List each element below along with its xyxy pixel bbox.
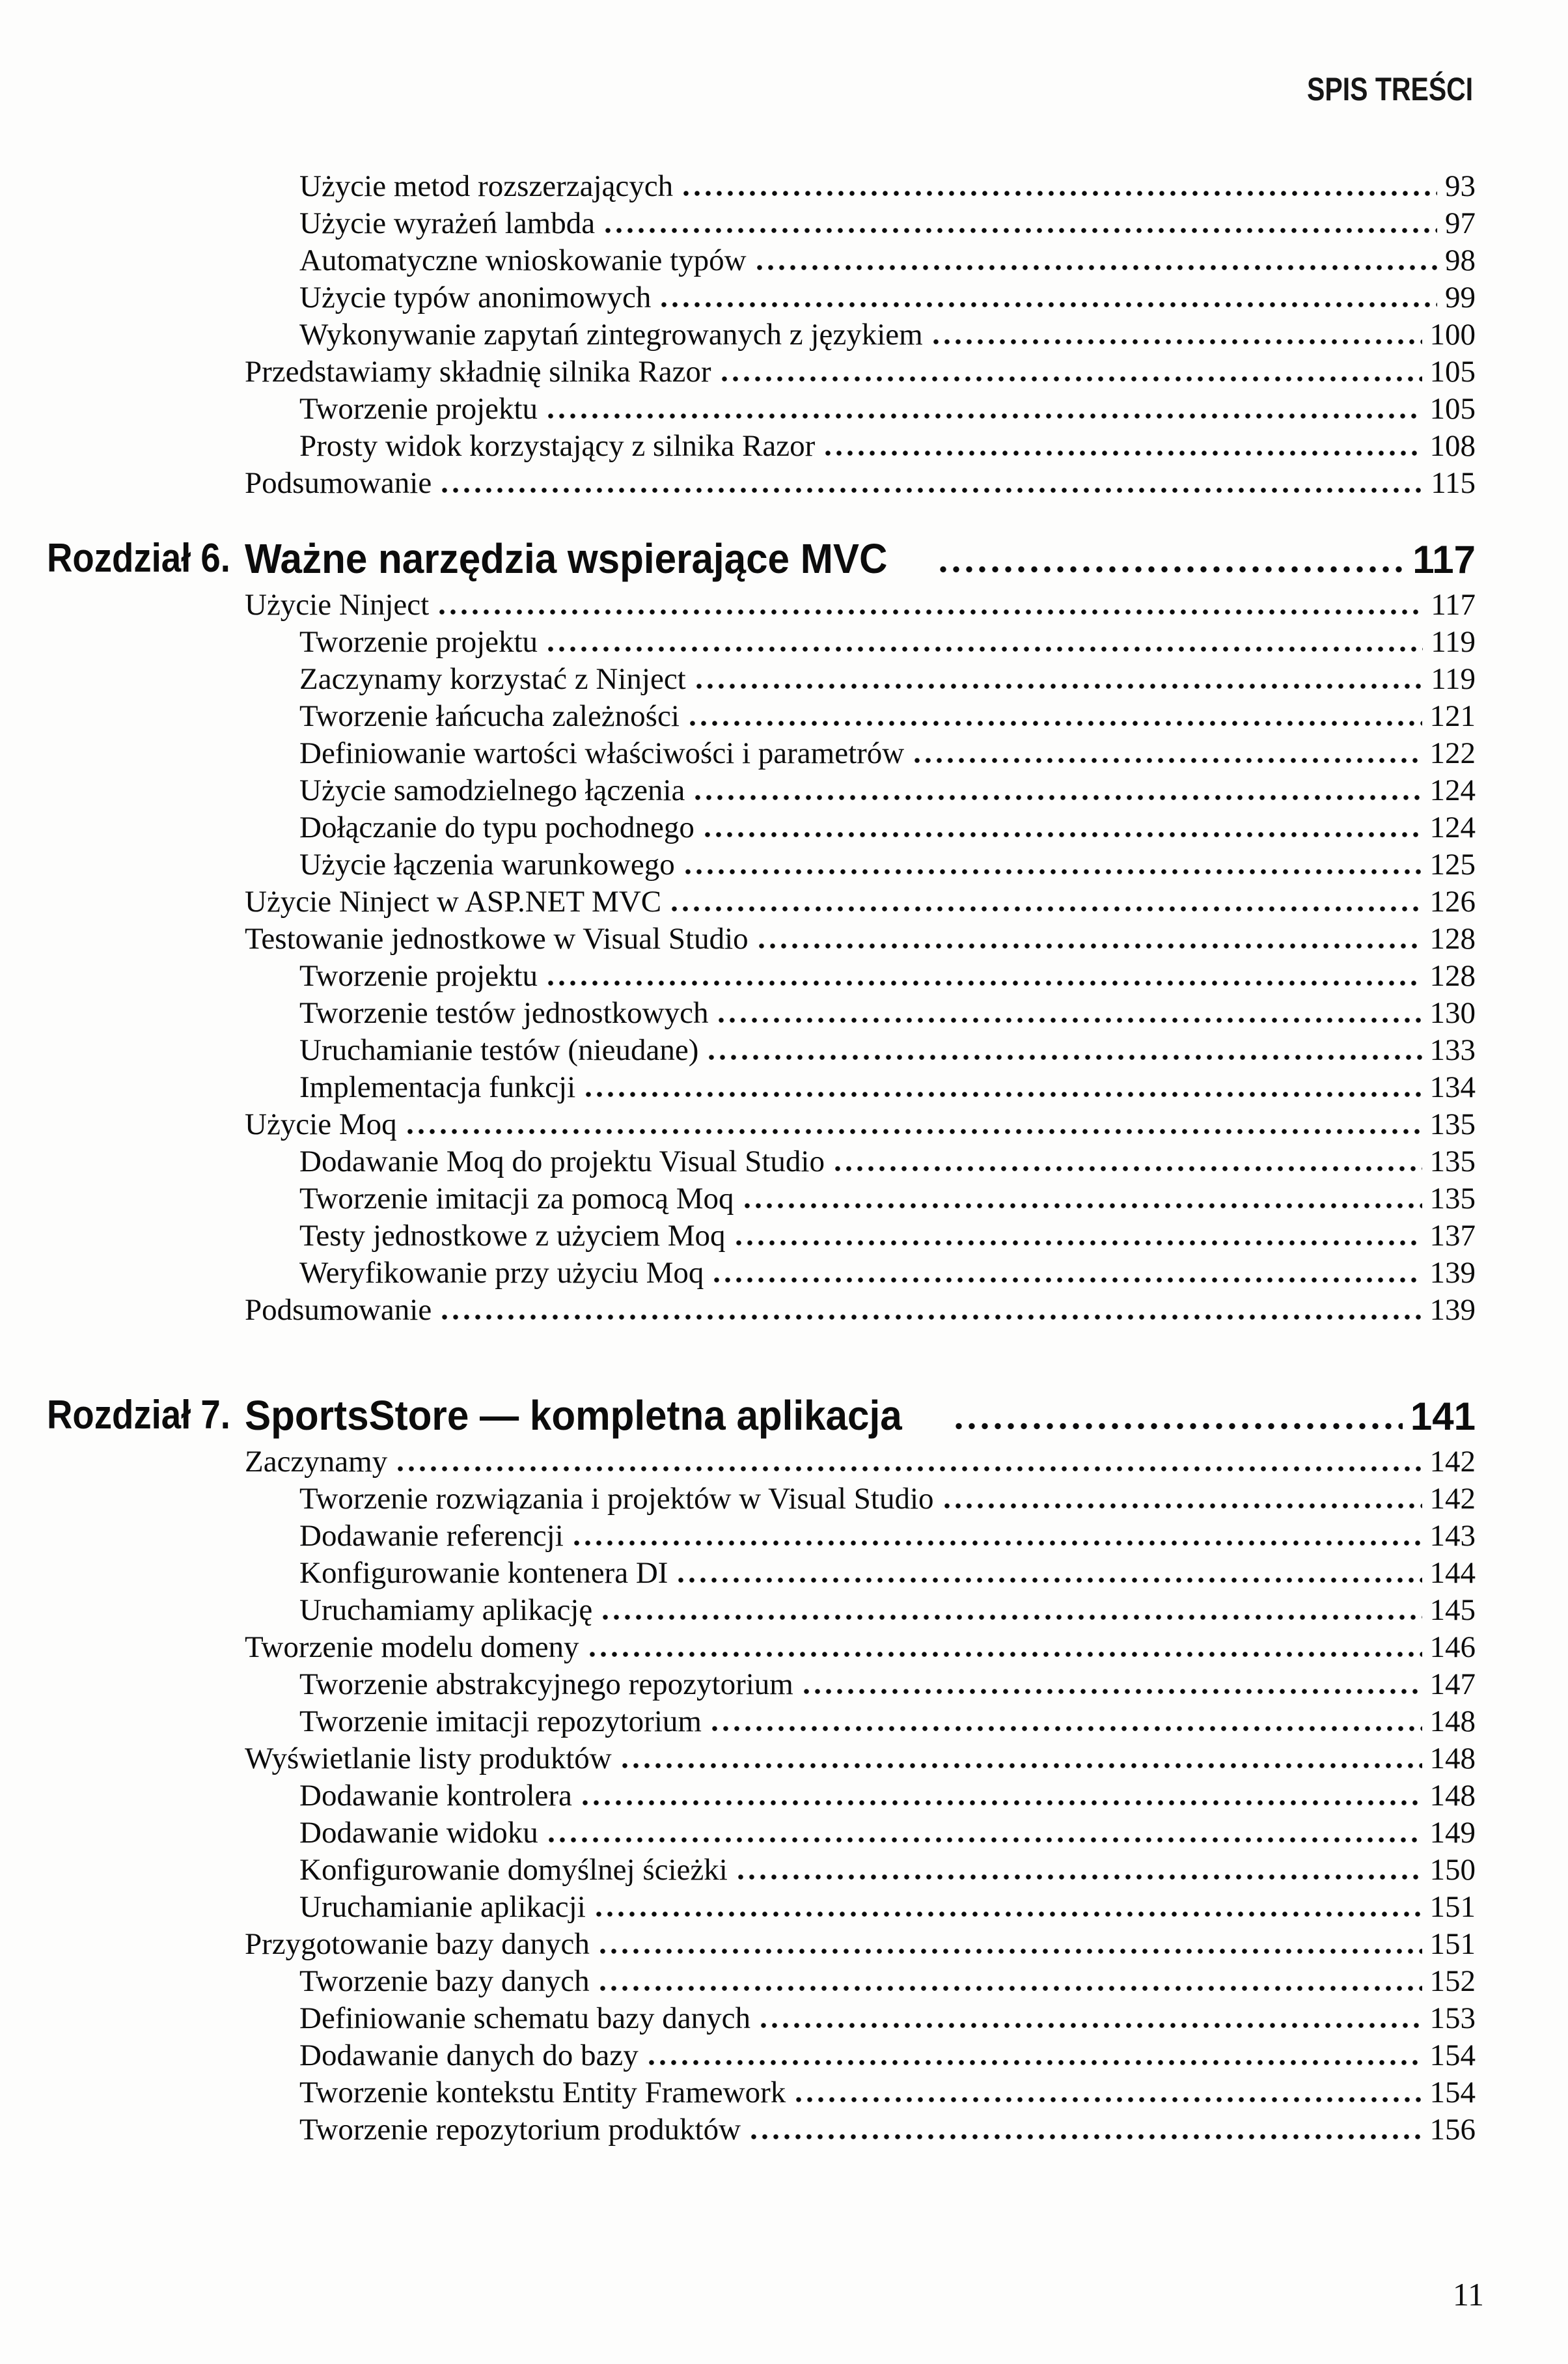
toc-entry-label: Użycie samodzielnego łączenia [299, 773, 685, 807]
toc-entry-page-number: 119 [1431, 662, 1476, 696]
toc-entry-label: Tworzenie testów jednostkowych [299, 996, 709, 1030]
toc-entry-row [47, 1592, 1476, 1629]
dot-leader [761, 2023, 1422, 2028]
dot-leader [439, 609, 1423, 615]
toc-entry-row [47, 1143, 1476, 1180]
dot-leader [705, 832, 1422, 837]
toc-entry-row [47, 2111, 1476, 2148]
toc-entry-page-number: 134 [1429, 1070, 1476, 1104]
toc-entry-label: Tworzenie łańcucha zależności [299, 699, 680, 733]
toc-entry-label: Dołączanie do typu pochodnego [299, 811, 695, 844]
toc-entry-label: Testy jednostkowe z użyciem Moq [299, 1219, 726, 1253]
toc-entry-row [47, 921, 1476, 958]
toc-entry-label: Użycie Moq [245, 1107, 397, 1141]
toc-entry-row [47, 1815, 1476, 1852]
toc-entry-page-number: 119 [1431, 625, 1476, 659]
toc-entry-label: Dodawanie Moq do projektu Visual Studio [299, 1145, 825, 1178]
toc-entry-label: Zaczynamy [245, 1445, 388, 1479]
toc-chapter-heading-row [47, 1391, 1476, 1439]
dot-leader [590, 1652, 1422, 1657]
toc-entry-row [47, 1777, 1476, 1815]
toc-entry-page-number: 146 [1429, 1630, 1476, 1664]
toc-entry-row [47, 2037, 1476, 2074]
dot-leader [605, 228, 1437, 233]
toc-entry-label: Automatyczne wnioskowanie typów [299, 243, 747, 277]
toc-entry-row [47, 624, 1476, 661]
toc-entry-page-number: 135 [1429, 1145, 1476, 1178]
dot-leader [712, 1726, 1422, 1731]
toc-entry-row [47, 205, 1476, 242]
toc-entry-row [47, 1852, 1476, 1889]
toc-entry-row [47, 1666, 1476, 1703]
toc-entry-label: Definiowanie schematu bazy danych [299, 2001, 750, 2035]
toc-entry-page-number: 149 [1429, 1816, 1476, 1850]
toc-entry-label: Tworzenie projektu [299, 959, 538, 993]
toc-entry-row [47, 995, 1476, 1032]
dot-leader [548, 980, 1422, 986]
dot-leader [407, 1129, 1422, 1134]
toc-entry-page-number: 143 [1429, 1519, 1476, 1553]
dot-leader [757, 265, 1437, 270]
toc-entry-page-number: 147 [1429, 1667, 1476, 1701]
toc-entry-row [47, 735, 1476, 772]
dot-leader [804, 1689, 1422, 1694]
toc-entry-label: Wykonywanie zapytań zintegrowanych z językiem [299, 318, 923, 352]
toc-entry-page-number: 145 [1429, 1593, 1476, 1627]
toc-entry-label: Użycie łączenia warunkowego [299, 848, 675, 882]
toc-entry-label: Tworzenie imitacji repozytorium [299, 1704, 702, 1738]
toc-chapter-section [47, 535, 1476, 1329]
table-of-contents [47, 168, 1476, 2148]
toc-entry-row [47, 354, 1476, 391]
dot-leader [835, 1166, 1422, 1171]
toc-entry-row [47, 958, 1476, 995]
dot-leader [940, 566, 1405, 573]
toc-entry-page-number: 128 [1429, 959, 1476, 993]
dot-leader [745, 1203, 1422, 1208]
toc-entry-page-number: 148 [1429, 1704, 1476, 1738]
toc-entry-page-number: 122 [1429, 736, 1476, 770]
toc-entry-page-number: 121 [1429, 699, 1476, 733]
toc-entry-label: Zaczynamy korzystać z Ninject [299, 662, 686, 696]
toc-entry-label: Tworzenie repozytorium produktów [299, 2113, 741, 2147]
toc-entry-page-number: 93 [1445, 169, 1476, 203]
dot-leader [583, 1800, 1422, 1805]
toc-entry-row [47, 1703, 1476, 1740]
toc-entry-label: Użycie metod rozszerzających [299, 169, 674, 203]
toc-entry-page-number: 135 [1429, 1107, 1476, 1141]
toc-entry-page-number: 144 [1429, 1556, 1476, 1590]
dot-leader [915, 758, 1422, 763]
toc-entry-row [47, 1443, 1476, 1481]
toc-entry-label: Weryfikowanie przy użyciu Moq [299, 1256, 704, 1290]
dot-leader [759, 943, 1422, 949]
dot-leader [398, 1466, 1422, 1471]
dot-leader [933, 339, 1422, 344]
toc-entry-row [47, 1518, 1476, 1555]
toc-entry-label: Użycie wyrażeń lambda [299, 206, 596, 240]
toc-entry-label: Przygotowanie bazy danych [245, 1927, 590, 1961]
toc-entry-row [47, 242, 1476, 279]
dot-leader [661, 302, 1437, 307]
toc-entry-label: Podsumowanie [245, 466, 432, 500]
toc-entry-page-number: 126 [1429, 885, 1476, 919]
dot-leader [944, 1503, 1422, 1509]
toc-entry-label: Definiowanie wartości właściwości i parametrów [299, 736, 905, 770]
toc-entry-row [47, 698, 1476, 735]
toc-entry-row [47, 279, 1476, 316]
dot-leader [600, 1986, 1422, 1991]
toc-entry-page-number: 152 [1429, 1964, 1476, 1998]
chapter-title: Ważne narzędzia wspierające MVC [245, 535, 888, 582]
toc-entry-row [47, 1963, 1476, 2000]
page-header: SPIS TREŚCI [1306, 71, 1473, 107]
dot-leader [622, 1763, 1422, 1768]
dot-leader [442, 488, 1423, 493]
dot-leader [736, 1240, 1422, 1245]
toc-entry-row [47, 316, 1476, 354]
toc-entry-page-number: 148 [1429, 1742, 1476, 1775]
toc-entry-page-number: 139 [1429, 1256, 1476, 1290]
toc-entry-page-number: 115 [1431, 466, 1476, 500]
toc-entry-page-number: 135 [1429, 1182, 1476, 1216]
toc-entry-row [47, 428, 1476, 465]
chapter-number-label: Rozdział 7. [47, 1393, 230, 1438]
toc-entry-page-number: 151 [1429, 1927, 1476, 1961]
toc-entry-label: Wyświetlanie listy produktów [245, 1742, 612, 1775]
toc-entry-row [47, 1032, 1476, 1069]
dot-leader [738, 1874, 1422, 1880]
toc-entry-page-number: 154 [1429, 2076, 1476, 2109]
toc-entry-label: Podsumowanie [245, 1293, 432, 1327]
dot-leader [695, 795, 1422, 800]
toc-chapter-section [47, 1391, 1476, 2148]
toc-entry-label: Dodawanie widoku [299, 1816, 538, 1850]
toc-entry-page-number: 124 [1429, 773, 1476, 807]
toc-entry-label: Tworzenie kontekstu Entity Framework [299, 2076, 786, 2109]
dot-leader [683, 191, 1437, 196]
toc-entry-page-number: 124 [1429, 811, 1476, 844]
dot-leader [442, 1314, 1422, 1320]
toc-entry-page-number: 108 [1429, 429, 1476, 463]
toc-entry-label: Prosty widok korzystający z silnika Razor [299, 429, 816, 463]
toc-entry-page-number: 105 [1429, 392, 1476, 426]
toc-entry-row [47, 1255, 1476, 1292]
dot-leader [796, 2097, 1422, 2102]
toc-entry-page-number: 139 [1429, 1293, 1476, 1327]
toc-entry-page-number: 125 [1429, 848, 1476, 882]
toc-entry-label: Tworzenie bazy danych [299, 1964, 590, 1998]
toc-entry-label: Przedstawiamy składnię silnika Razor [245, 355, 711, 389]
toc-entry-row [47, 1926, 1476, 1963]
toc-entry-page-number: 97 [1445, 206, 1476, 240]
page-number: 11 [1452, 2276, 1484, 2313]
chapter-page-number: 141 [1410, 1395, 1476, 1438]
toc-entry-row [47, 1629, 1476, 1666]
toc-entry-label: Tworzenie imitacji za pomocą Moq [299, 1182, 734, 1216]
toc-entry-row [47, 2074, 1476, 2111]
chapter-title: SportsStore — kompletna aplikacja [245, 1392, 902, 1439]
toc-previous-chapter-tail-section [47, 168, 1476, 502]
toc-entry-label: Implementacja funkcji [299, 1070, 576, 1104]
toc-entry-page-number: 117 [1431, 588, 1476, 622]
toc-entry-row [47, 1069, 1476, 1106]
chapter-number-label: Rozdział 6. [47, 536, 230, 581]
toc-entry-row [47, 1217, 1476, 1255]
toc-entry-row [47, 1481, 1476, 1518]
toc-entry-row [47, 391, 1476, 428]
toc-entry-page-number: 98 [1445, 243, 1476, 277]
dot-leader [678, 1578, 1422, 1583]
dot-leader [696, 684, 1423, 689]
toc-entry-page-number: 137 [1429, 1219, 1476, 1253]
toc-entry-label: Konfigurowanie kontenera DI [299, 1556, 668, 1590]
dot-leader [548, 647, 1423, 652]
toc-entry-row [47, 1555, 1476, 1592]
dot-leader [751, 2134, 1422, 2139]
dot-leader [549, 1837, 1422, 1843]
toc-entry-row [47, 846, 1476, 883]
toc-entry-page-number: 142 [1429, 1445, 1476, 1479]
toc-entry-label: Dodawanie danych do bazy [299, 2038, 639, 2072]
dot-leader [586, 1092, 1422, 1097]
dot-leader [719, 1018, 1422, 1023]
toc-entry-row [47, 661, 1476, 698]
toc-entry-label: Tworzenie projektu [299, 625, 538, 659]
dot-leader [714, 1277, 1422, 1283]
dot-leader [600, 1949, 1422, 1954]
dot-leader [956, 1423, 1403, 1430]
toc-entry-page-number: 133 [1429, 1033, 1476, 1067]
toc-entry-page-number: 105 [1429, 355, 1476, 389]
toc-entry-row [47, 772, 1476, 809]
toc-entry-page-number: 150 [1429, 1853, 1476, 1887]
toc-entry-label: Tworzenie abstrakcyjnego repozytorium [299, 1667, 793, 1701]
toc-entry-label: Dodawanie kontrolera [299, 1779, 572, 1813]
toc-entry-page-number: 156 [1429, 2113, 1476, 2147]
toc-entry-label: Tworzenie rozwiązania i projektów w Visual Studio [299, 1482, 934, 1516]
dot-leader [690, 721, 1422, 726]
toc-entry-label: Użycie typów anonimowych [299, 281, 652, 314]
toc-entry-row [47, 1292, 1476, 1329]
toc-entry-page-number: 154 [1429, 2038, 1476, 2072]
toc-entry-label: Użycie Ninject w ASP.NET MVC [245, 885, 662, 919]
toc-chapter-heading-row [47, 535, 1476, 583]
toc-entry-label: Uruchamianie testów (nieudane) [299, 1033, 699, 1067]
dot-leader [603, 1615, 1422, 1620]
dot-leader [649, 2060, 1422, 2065]
toc-entry-label: Testowanie jednostkowe w Visual Studio [245, 922, 749, 956]
dot-leader [709, 1055, 1422, 1060]
toc-entry-row [47, 1889, 1476, 1926]
toc-entry-page-number: 128 [1429, 922, 1476, 956]
toc-entry-page-number: 130 [1429, 996, 1476, 1030]
toc-entry-label: Dodawanie referencji [299, 1519, 564, 1553]
toc-entry-page-number: 99 [1445, 281, 1476, 314]
dot-leader [574, 1540, 1422, 1546]
toc-entry-label: Konfigurowanie domyślnej ścieżki [299, 1853, 728, 1887]
toc-entry-row [47, 809, 1476, 846]
dot-leader [685, 869, 1422, 874]
chapter-page-number: 117 [1412, 538, 1476, 581]
dot-leader [722, 376, 1422, 382]
dot-leader [672, 906, 1422, 911]
toc-entry-label: Uruchamiamy aplikację [299, 1593, 593, 1627]
toc-entry-row [47, 2000, 1476, 2037]
toc-entry-label: Tworzenie projektu [299, 392, 538, 426]
dot-leader [548, 413, 1422, 419]
toc-entry-row [47, 168, 1476, 205]
toc-entry-row [47, 883, 1476, 921]
toc-entry-row [47, 465, 1476, 502]
toc-entry-label: Tworzenie modelu domeny [245, 1630, 579, 1664]
toc-entry-page-number: 142 [1429, 1482, 1476, 1516]
toc-entry-page-number: 153 [1429, 2001, 1476, 2035]
toc-entry-label: Użycie Ninject [245, 588, 430, 622]
dot-leader [596, 1912, 1422, 1917]
toc-entry-page-number: 100 [1429, 318, 1476, 352]
toc-entry-row [47, 1180, 1476, 1217]
toc-entry-row [47, 1740, 1476, 1777]
dot-leader [825, 451, 1422, 456]
toc-entry-page-number: 151 [1429, 1890, 1476, 1924]
toc-entry-label: Uruchamianie aplikacji [299, 1890, 586, 1924]
toc-entry-row [47, 1106, 1476, 1143]
toc-entry-page-number: 148 [1429, 1779, 1476, 1813]
toc-entry-row [47, 587, 1476, 624]
